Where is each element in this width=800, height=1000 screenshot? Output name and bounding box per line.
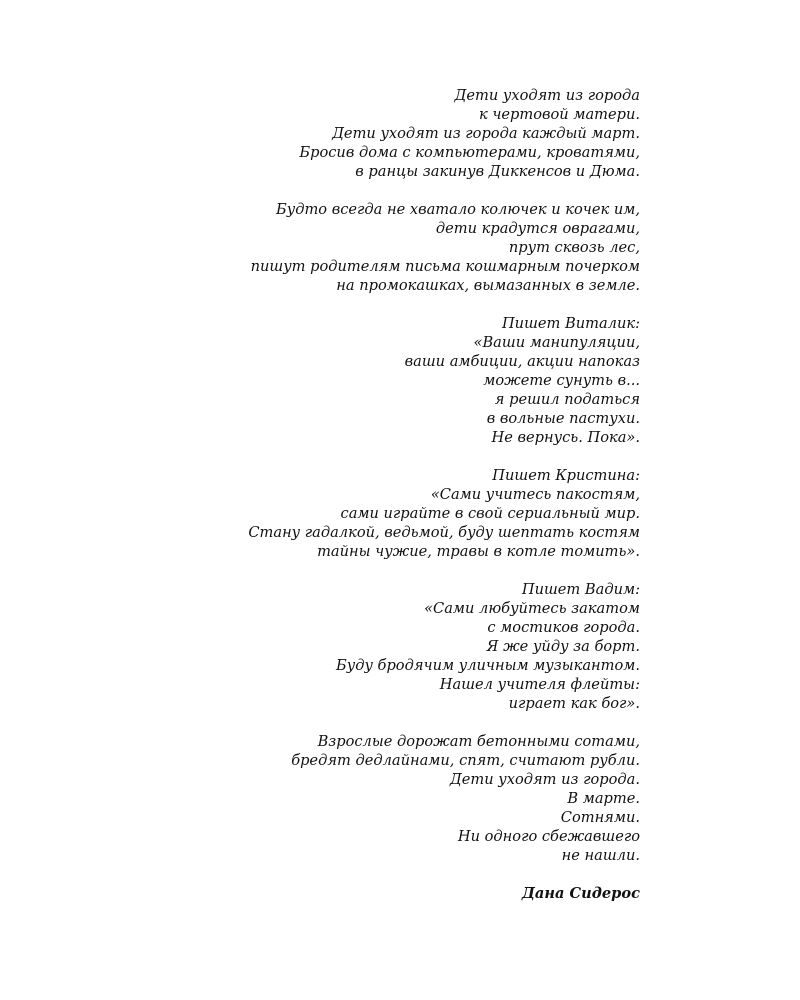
- poem-stanza: [180, 200, 640, 295]
- poem-line: Буду бродячим уличным музыкантом.: [336, 657, 640, 674]
- poem-line: Ни одного сбежавшего: [457, 828, 640, 845]
- poem-line: Пишет Виталик:: [501, 315, 640, 332]
- poem-line: Не вернусь. Пока».: [491, 429, 640, 446]
- poem-line: Бросив дома с компьютерами, кроватями,: [299, 144, 640, 161]
- poem-line: «Ваши манипуляции,: [473, 334, 640, 351]
- poem-line: Пишет Вадим:: [521, 581, 640, 598]
- poem-line: Нашел учителя флейты:: [439, 676, 640, 693]
- poem-line: ваши амбиции, акции напоказ: [404, 353, 640, 370]
- poem-line: Сотнями.: [560, 809, 640, 826]
- poem-line: Я же уйду за борт.: [486, 638, 640, 655]
- poem-line: дети крадутся оврагами,: [435, 220, 640, 237]
- poem-line: можете сунуть в...: [483, 372, 640, 389]
- poem-line: Будто всегда не хватало колючек и кочек им,: [276, 201, 640, 218]
- poem-line: В марте.: [567, 790, 640, 807]
- poem-line: Взрослые дорожат бетонными сотами,: [317, 733, 640, 750]
- poem-stanza: [180, 732, 640, 865]
- poem-line: Дети уходят из города каждый март.: [332, 125, 640, 142]
- poem-line: Дети уходят из города: [454, 87, 640, 104]
- poem-line: сами играйте в свой сериальный мир.: [340, 505, 640, 522]
- poem-line: «Сами любуйтесь закатом: [424, 600, 640, 617]
- poem-line: тайны чужие, травы в котле томить».: [317, 543, 640, 560]
- poem-line: не нашли.: [561, 847, 640, 864]
- poem-line: играет как бог».: [508, 695, 640, 712]
- poem-stanzas: [180, 86, 640, 865]
- poem-line: к чертовой матери.: [478, 106, 640, 123]
- poem-stanza: [180, 86, 640, 181]
- poem-line: пишут родителям письма кошмарным почерком: [250, 258, 640, 275]
- poem-line: в ранцы закинув Диккенсов и Дюма.: [355, 163, 640, 180]
- poem: [180, 86, 640, 903]
- poem-line: я решил податься: [494, 391, 640, 408]
- poem-line: Пишет Кристина:: [492, 467, 640, 484]
- poem-line: в вольные пастухи.: [486, 410, 640, 427]
- poem-stanza: [180, 314, 640, 447]
- poem-line: с мостиков города.: [487, 619, 640, 636]
- poem-line: на промокашках, вымазанных в земле.: [336, 277, 640, 294]
- poem-stanza: [180, 580, 640, 713]
- poem-line: «Сами учитесь пакостям,: [430, 486, 640, 503]
- poem-author: Дана Сидерос: [521, 885, 640, 902]
- poem-line: бредят дедлайнами, спят, считают рубли.: [291, 752, 640, 769]
- poem-line: прут сквозь лес,: [508, 239, 640, 256]
- poem-line: Дети уходят из города.: [449, 771, 640, 788]
- poem-stanza: [180, 466, 640, 561]
- poem-line: Стану гадалкой, ведьмой, буду шептать костям: [248, 524, 640, 541]
